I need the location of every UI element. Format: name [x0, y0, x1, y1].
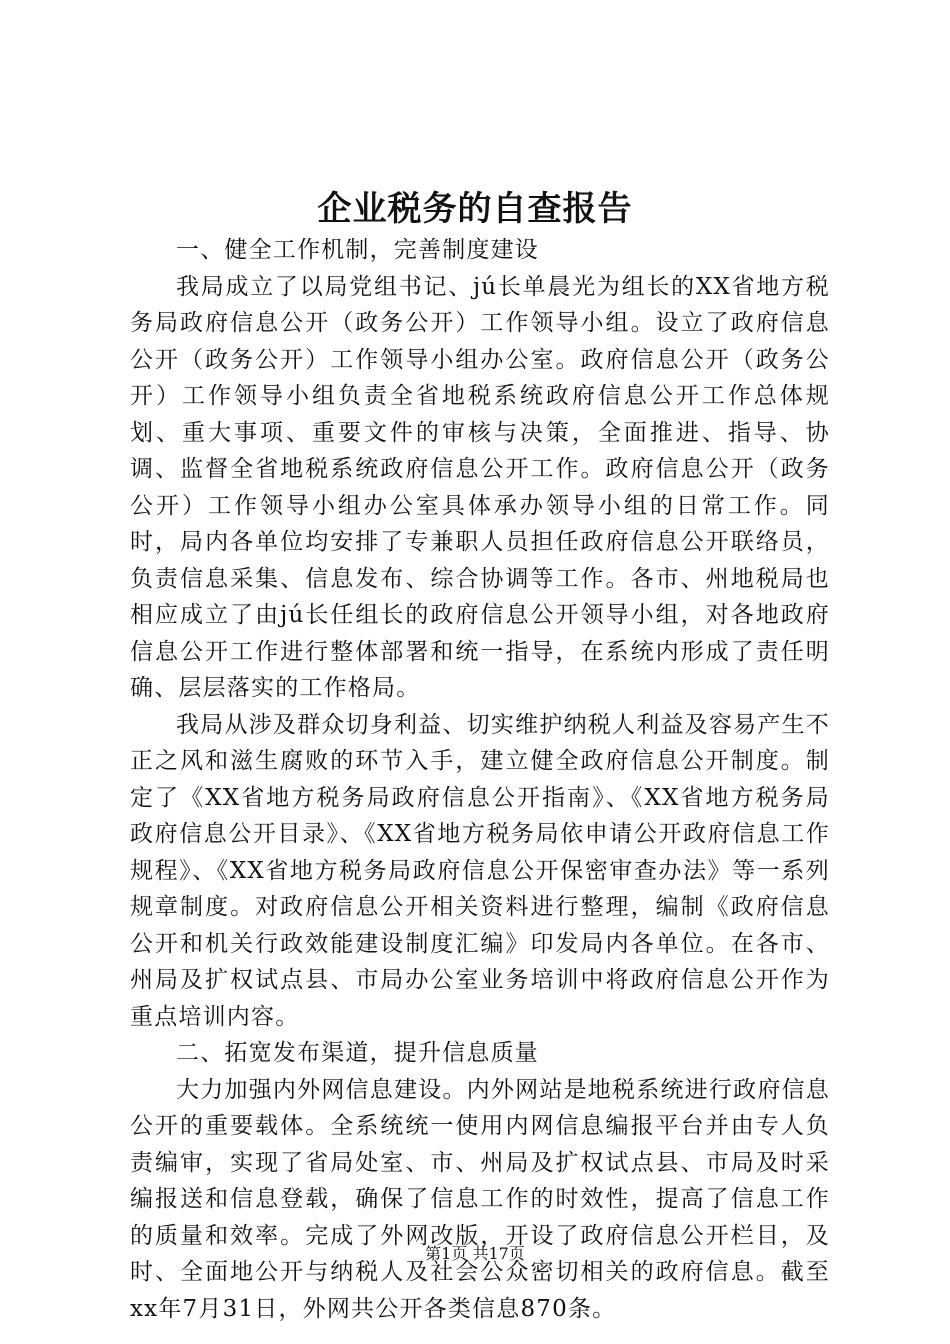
- body-paragraph-2: 我局从涉及群众切身利益、切实维护纳税人利益及容易产生不正之风和滋生腐败的环节入手，建立健全政府信息公开制度。制定了《XX省地方税务局政府信息公开指南》、《XX省地方税务局政府信息公开目录》、《XX省地方税务局依申请公开政府信息工作规程》、《XX省地方税务局政府信息公开保密审查办法》等一系列规章制度。对政府信息公开相关资料进行整理，编制《政府信息公开和机关行政效能建设制度汇编》印发局内各单位。在各市、州局及扩权试点县、市局办公室业务培训中将政府信息公开作为重点培训内容。: [130, 711, 830, 1030]
- section-heading-2: 二、拓宽发布渠道，提升信息质量: [176, 1040, 539, 1066]
- body-paragraph-3: 大力加强内外网信息建设。内外网站是地税系统进行政府信息公开的重要载体。全系统统一使用内网信息编报平台并由专人负责编审，实现了省局处室、市、州局及扩权试点县、市局及时采编报送和信息登载，确保了信息工作的时效性，提高了信息工作的质量和效率。完成了外网改版，开设了政府信息公开栏目，及时、全面地公开与纳税人及社会公众密切相关的政府信息。截至xx年7月31日，外网共公开各类信息870条。: [130, 1076, 830, 1322]
- document-title: 企业税务的自查报告: [317, 189, 633, 229]
- page-number-footer: 第1页 共17页: [425, 1244, 525, 1263]
- body-paragraph-1: 我局成立了以局党组书记、jú长单晨光为组长的XX省地方税务局政府信息公开（政务公开）工作领导小组。设立了政府信息公开（政务公开）工作领导小组办公室。政府信息公开（政务公开）工作领导小组负责全省地税系统政府信息公开工作总体规划、重大事项、重要文件的审核与决策，全面推进、指导、协调、监督全省地税系统政府信息公开工作。政府信息公开（政务公开）工作领导小组办公室具体承办领导小组的日常工作。同时，局内各单位均安排了专兼职人员担任政府信息公开联络员，负责信息采集、信息发布、综合协调等工作。各市、州地税局也相应成立了由jú长任组长的政府信息公开领导小组，对各地政府信息公开工作进行整体部署和统一指导，在系统内形成了责任明确、层层落实的工作格局。: [130, 273, 830, 701]
- section-heading-1: 一、健全工作机制，完善制度建设: [176, 237, 539, 263]
- document-body: [130, 232, 830, 1327]
